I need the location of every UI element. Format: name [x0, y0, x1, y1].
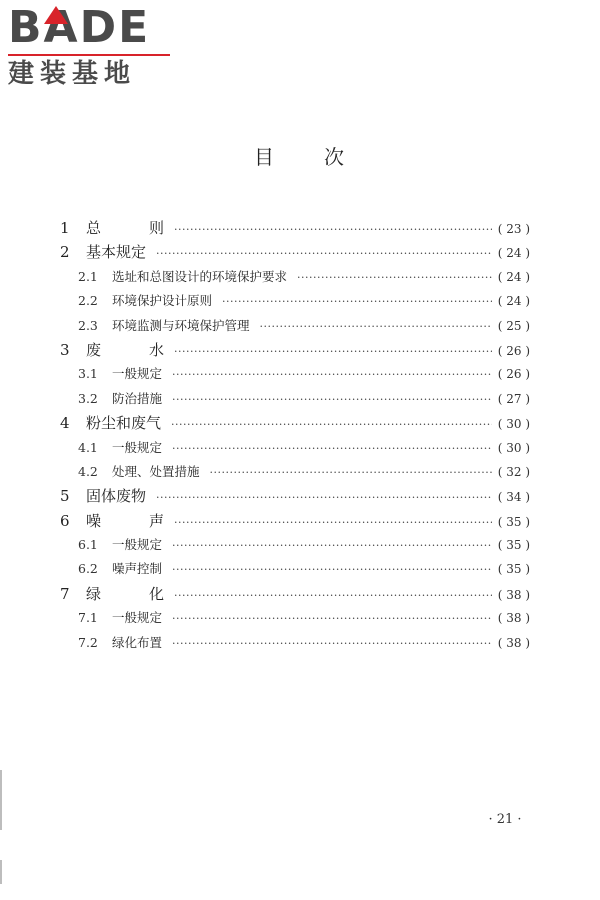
toc-leader-dots	[172, 558, 492, 582]
toc-page-ref: ( 30 )	[497, 417, 530, 432]
toc-title: 环境保护设计原则	[112, 293, 213, 309]
toc-number: 4.1	[78, 439, 98, 455]
toc-title: 噪 声	[86, 511, 164, 530]
toc-leader-dots	[222, 290, 492, 314]
toc-number: 3	[60, 340, 70, 359]
toc-number: 3.2	[78, 390, 98, 406]
toc-leader-dots	[156, 242, 492, 266]
toc-chapter	[60, 509, 530, 533]
toc-title: 一般规定	[112, 439, 163, 455]
toc-page-ref: ( 26 )	[497, 343, 530, 358]
toc-page-ref: ( 34 )	[497, 490, 530, 505]
toc-section	[60, 436, 530, 460]
toc-page-ref: ( 26 )	[497, 367, 530, 382]
toc-section	[60, 631, 530, 655]
page-title	[0, 145, 600, 169]
toc-title: 噪声控制	[112, 561, 163, 577]
toc-section	[60, 314, 530, 338]
toc-title: 防治措施	[112, 390, 163, 406]
toc-page-ref: ( 25 )	[497, 318, 530, 333]
logo-brand-en: BADE	[8, 2, 151, 53]
toc-chapter	[60, 582, 530, 606]
toc-leader-dots	[172, 632, 492, 656]
scan-edge-mark	[0, 770, 2, 830]
toc-page-ref: ( 24 )	[497, 246, 530, 261]
toc-leader-dots	[172, 388, 492, 412]
toc-page-ref: ( 30 )	[497, 440, 530, 455]
toc-leader-dots	[174, 584, 492, 608]
toc-chapter	[60, 338, 530, 362]
toc-leader-dots	[210, 461, 492, 485]
toc-section	[60, 533, 530, 557]
title-char-2: 次	[324, 145, 346, 169]
page-number: · 21 ·	[488, 812, 522, 827]
toc-page-ref: ( 38 )	[497, 611, 530, 626]
toc-leader-dots	[172, 437, 492, 461]
title-char-1: 目	[254, 145, 276, 169]
toc-number: 6.1	[78, 537, 98, 553]
bade-logo	[8, 4, 178, 92]
toc-leader-dots	[172, 534, 492, 558]
toc-chapter	[60, 216, 530, 240]
toc-title: 环境监测与环境保护管理	[112, 317, 250, 333]
toc-title: 粉尘和废气	[86, 414, 162, 433]
toc-leader-dots	[260, 315, 492, 339]
toc-number: 2	[60, 243, 70, 262]
logo-triangle-icon	[44, 6, 68, 24]
toc-section	[60, 289, 530, 313]
toc-page-ref: ( 23 )	[497, 222, 530, 236]
logo-divider	[8, 54, 170, 56]
toc-title: 一般规定	[112, 366, 163, 382]
toc-chapter	[60, 240, 530, 264]
toc-section	[60, 387, 530, 411]
table-of-contents	[60, 216, 530, 655]
toc-number: 2.3	[78, 317, 98, 333]
toc-title: 绿化布置	[112, 634, 163, 650]
toc-number: 5	[60, 487, 70, 506]
toc-section	[60, 460, 530, 484]
toc-number: 6.2	[78, 561, 98, 577]
toc-title: 总 则	[86, 219, 164, 237]
toc-title: 固体废物	[86, 487, 147, 506]
toc-number: 3.1	[78, 366, 98, 382]
toc-title: 一般规定	[112, 610, 163, 626]
toc-leader-dots	[174, 218, 492, 242]
scan-edge-mark	[0, 860, 2, 884]
toc-page-ref: ( 35 )	[497, 538, 530, 553]
toc-page-ref: ( 35 )	[497, 514, 530, 529]
toc-section	[60, 606, 530, 630]
toc-number: 7	[60, 584, 70, 603]
toc-title: 绿 化	[86, 584, 164, 603]
toc-number: 2.2	[78, 293, 98, 309]
toc-page-ref: ( 35 )	[497, 562, 530, 577]
toc-leader-dots	[156, 486, 492, 510]
toc-section	[60, 265, 530, 289]
toc-leader-dots	[297, 266, 492, 290]
toc-leader-dots	[174, 340, 492, 364]
toc-leader-dots	[172, 607, 492, 631]
toc-number: 6	[60, 511, 70, 530]
toc-leader-dots	[172, 363, 492, 387]
toc-number: 1	[60, 219, 70, 237]
toc-title: 基本规定	[86, 243, 147, 262]
toc-number: 4	[60, 414, 70, 433]
toc-leader-dots	[174, 511, 492, 535]
toc-page-ref: ( 32 )	[497, 464, 530, 479]
toc-title: 处理、处置措施	[112, 463, 200, 479]
toc-title: 废 水	[86, 340, 164, 359]
toc-number: 4.2	[78, 463, 98, 479]
toc-chapter	[60, 484, 530, 508]
toc-page-ref: ( 24 )	[497, 294, 530, 309]
toc-page-ref: ( 38 )	[497, 635, 530, 650]
toc-section	[60, 557, 530, 581]
toc-page-ref: ( 38 )	[497, 587, 530, 602]
toc-number: 7.2	[78, 634, 98, 650]
logo-brand-cn: 建装基地	[8, 59, 137, 89]
toc-leader-dots	[171, 413, 492, 437]
toc-section	[60, 362, 530, 386]
toc-title: 选址和总图设计的环境保护要求	[112, 268, 288, 284]
toc-number: 7.1	[78, 610, 98, 626]
toc-page-ref: ( 27 )	[497, 391, 530, 406]
toc-title: 一般规定	[112, 537, 163, 553]
toc-page-ref: ( 24 )	[497, 269, 530, 284]
toc-number: 2.1	[78, 268, 98, 284]
toc-chapter	[60, 411, 530, 435]
